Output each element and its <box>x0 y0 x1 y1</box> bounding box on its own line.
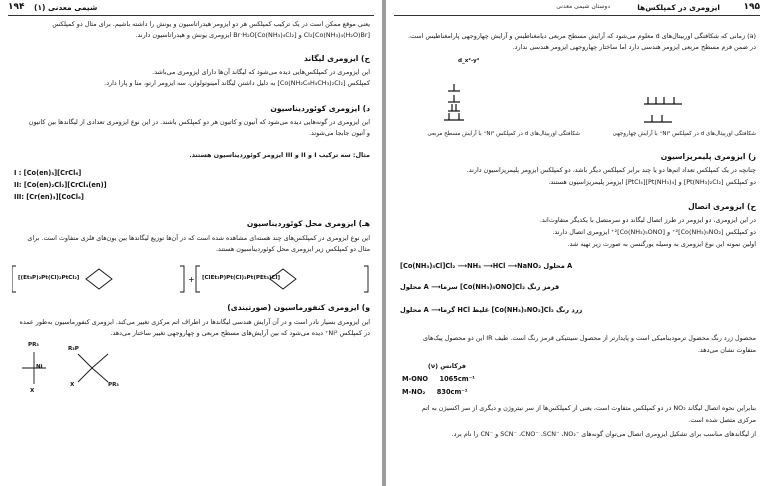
linkage-closing-line-3: از لیگاندهای مناسب برای تشکیل ایزومری اتصال می‌توان گونه‌های ⁻SCN⁻ ،CNO⁻ ،SCN⁻ ،NO₂ و ⁻CN را نام برد. <box>451 430 756 438</box>
frequency-mono: M-ONO 1065cm⁻¹ <box>402 375 476 383</box>
frequency-mno2: M-NO₂ 830cm⁻¹ <box>402 388 468 396</box>
section-title-coordination-position-isomerism: هـ) ایزومری محل کوئوردیناسیون <box>246 219 370 228</box>
linkage-line-3: اولین نمونه این نوع ایزومری به وسیله یورگنسن به صورت زیر تهیه شد. <box>567 240 756 248</box>
ni-label-pr3-bottom: PR₃ <box>108 382 119 388</box>
linkage-closing-line-2: مرکزی متصل شده است. <box>688 416 756 424</box>
coordination-isomerism-line-2: و آنیون جابجا می‌شوند. <box>309 129 370 137</box>
left-page <box>0 0 382 486</box>
bridged-structure-1: [(Et₃P)₂Pt(Cl)₂PtCl₂] <box>18 275 80 281</box>
bridged-platinum-structures <box>12 262 372 296</box>
orbital-caption-tetrahedral: شکافتگی اوربیتال‌های d در کمپلکس Ni²⁺ با آرایش چهاروجهی <box>612 131 756 137</box>
formula-ii: II: [Co(en)₂Cl₂][CrCl₄(en)] <box>14 181 107 189</box>
ni-label-r3p: R₃P <box>68 346 79 352</box>
section-title-linkage-isomerism: ح) ایزومری اتصال <box>688 202 756 211</box>
ni-label-x-bottom: X <box>30 388 35 394</box>
orbital-label-dx2y2: d_x²-y² <box>458 58 480 64</box>
right-running-title: ایزومری در کمپلکس‌ها <box>637 3 720 12</box>
left-page-header <box>8 2 374 16</box>
reaction-line-2: محلول A ⟶سرما [Co(NH₃)₅ONO]Cl₂ قرمز رنگ <box>400 283 560 291</box>
right-intro-line-2: در ضمن فرم مسطح مربعی ایزومر هندسی دارد اما ساختار چهاروجهی ایزومر هندسی ندارد. <box>512 43 756 51</box>
section-title-conformation-isomerism: و) ایزومری کنفورماسیون (صورتبندی) <box>227 303 370 312</box>
ni-label-x: X <box>70 382 75 388</box>
right-running-subtitle: دوستان شیمی معدنی <box>556 3 610 10</box>
left-intro-line-1: یعنی موقع ممکن است در یک ترکیب کمپلکس هر دو ایزومر هیدراتاسیون و یونش را داشته باشیم. برای مثال دو کمپلکس <box>52 20 370 28</box>
right-page-header <box>394 2 760 16</box>
right-page <box>386 0 768 486</box>
conformation-line-1: این ایزومری بسیار نادر است و در آن آرایش هندسی لیگاندها در اطراف اتم مرکزی تغییر می‌کند. ایزومری کنفورماسیون به‌طور عمده <box>19 318 370 326</box>
reaction-line-1: [Co(NH₃)₅Cl]Cl₂ ⟶NH₃ ⟶HCl ⟶NaNO₂ محلول A <box>400 262 573 270</box>
linkage-after-line-2: متفاوت نشان می‌دهد. <box>697 346 756 354</box>
ligand-isomerism-line-2: کمپلکس [Co(NH₂C₆H₄CH₃)₂Cl₂] به دلیل داشتن لیگاند آمینوتولوئن، سه ایزومر ارتو، متا و پارا دارد. <box>104 79 370 87</box>
linkage-after-line-1: محصول زرد رنگ محصول ترمودینامیکی است و پایدارتر از محصول سینتیکی قرمز رنگ است. طیف IR این دو محصول پیک‌های <box>423 334 756 342</box>
ligand-isomerism-line-1: این ایزومری در کمپلکس‌هایی دیده می‌شود که لیگاند آن‌ها دارای ایزومری می‌باشد. <box>152 68 370 76</box>
svg-text:+: + <box>188 275 195 284</box>
bridged-structure-2: [ClEt₃P)Pt(Cl)₂Pt(PEt₃)Cl] <box>202 275 281 281</box>
section-title-ligand-isomerism: ج) ایزومری لیگاند <box>304 54 370 63</box>
right-intro-line-1: (a) زمانی که شکافتگی اوربیتال‌های d معلوم می‌شود که آرایش مسطح مربعی دیامغناطیس و آرایش چهاروجهی پارامغناطیس است. <box>407 32 756 40</box>
coordination-position-line-2: مثال دو کمپلکس زیر ایزومری محل کوئوردیناسیون هستند. <box>215 245 370 253</box>
left-running-title: شیمی معدنی (۱) <box>34 3 98 12</box>
coordination-example: مثال: سه ترکیب I و II و III ایزومر کوئوردیناسیون هستند. <box>189 151 370 159</box>
section-title-coordination-isomerism: د) ایزومری کوئوردیناسیون <box>270 104 370 113</box>
linkage-closing-line-1: بنابراین نحوه اتصال لیگاند NO₂ در دو کمپلکس متفاوت است، یعنی از کمپلکس‌ها از سر نیتروژن و دیگری از سر اکسیژن به اتم <box>421 404 756 412</box>
left-page-number: ۱۹۴ <box>8 2 25 12</box>
formula-iii: III: [Cr(en)₃][CoCl₆] <box>14 193 84 201</box>
coordination-isomerism-line-1: این ایزومری در گونه‌هایی دیده می‌شود که آنیون و کاتیون هر دو کمپلکس باشند. در این نوع ایزومری تعدادی از لیگاندها بین کاتیون <box>28 118 370 126</box>
right-page-number: ۱۹۵ <box>743 2 760 12</box>
orbital-splitting-diagrams <box>426 58 726 134</box>
left-intro-line-2: [Co(NH₃)₄(H₂O)Br]Cl₂ و [Co(NH₃)₄Cl₂]Br·H₂O ایزومری یونش و هیدراتاسیون دارند. <box>135 31 370 39</box>
ni-label-ni: Ni <box>36 364 43 370</box>
coordination-position-line-1: این نوع ایزومری در کمپلکس‌های چند هسته‌ای مشاهده شده است که در آن‌ها توزیع لیگاندها بین یون‌های فلزی متفاوت است. برای <box>27 234 370 242</box>
formula-i: I : [Co(en)₃][CrCl₆] <box>14 169 82 177</box>
orbital-caption-square-planar: شکافتگی اوربیتال‌های d در کمپلکس Ni²⁺ با آرایش مسطح مربعی <box>427 131 580 137</box>
linkage-line-1: در این ایزومری، دو ایزومر در طرز اتصال لیگاند دو سرمتصل با یکدیگر متفاوت‌اند. <box>539 216 756 224</box>
orbital-levels-drawing <box>426 58 726 134</box>
polymerization-line-2: دو کمپلکس [Pt(NH₃)₂Cl₂] و [Pt(NH₃)₄][PtCl₄] ایزومر پلیمریزاسیون هستند. <box>548 178 756 186</box>
linkage-line-2: دو کمپلکس [Co(NH₃)₅NO₂]²⁺ و [Co(NH₃)₅ONO]²⁺ ایزومری اتصال دارند. <box>552 228 756 236</box>
ni-label-pr3-top: PR₃ <box>28 342 39 348</box>
reaction-line-3: محلول A ⟶گرما HCl غلیظ [Co(NH₃)₅NO₂]Cl₂ زرد رنگ <box>400 306 583 314</box>
conformation-line-2: در کمپلکس Ni²⁺ دیده می‌شود که بین آرایش‌های مسطح مربعی و چهاروجهی تغییر ساختار می‌دهد. <box>110 329 370 337</box>
polymerization-line-1: چنانچه در یک کمپلکس تعداد اتم‌ها دو یا چند برابر کمپلکس دیگر باشد، دو کمپلکس ایزومر پلیمریزاسیون دارند. <box>466 166 756 174</box>
section-title-polymerization-isomerism: ز) ایزومری پلیمریزاسیون <box>660 152 756 161</box>
frequency-label: فرکانس (ν) <box>427 362 466 370</box>
nickel-conformation-structures <box>12 342 142 400</box>
